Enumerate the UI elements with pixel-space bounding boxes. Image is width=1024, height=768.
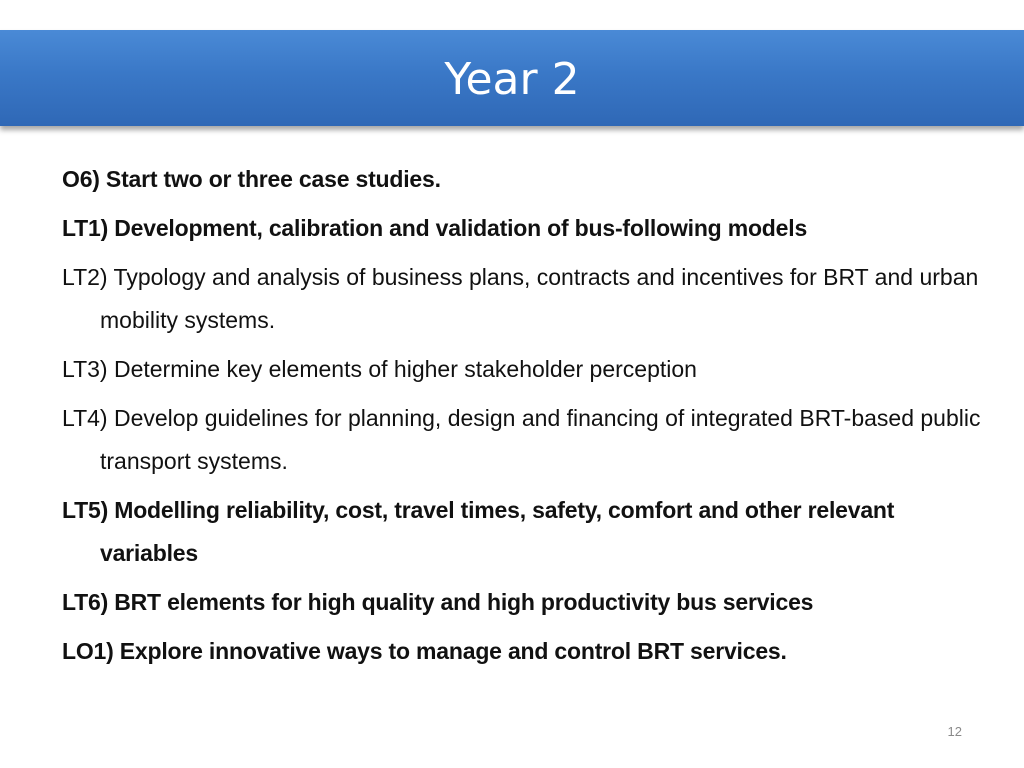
objective-item-lt2: LT2) Typology and analysis of business plans, contracts and incentives for BRT and urban mobility systems. (62, 264, 979, 333)
objective-item-lo1: LO1) Explore innovative ways to manage and control BRT services. (62, 638, 787, 664)
title-bar (0, 30, 1024, 126)
objective-item-lt5: LT5) Modelling reliability, cost, travel times, safety, comfort and other relevant variables (62, 497, 895, 566)
objective-item-lt1: LT1) Development, calibration and validation of bus-following models (62, 215, 808, 241)
objective-item-lt3: LT3) Determine key elements of higher stakeholder perception (62, 356, 697, 382)
objective-item-lt4: LT4) Develop guidelines for planning, design and financing of integrated BRT-based public transport systems. (62, 405, 981, 474)
objectives-list (62, 158, 982, 679)
page-number: 12 (947, 724, 962, 739)
objective-item-o6: O6) Start two or three case studies. (62, 166, 441, 192)
slide-title: Year 2 (444, 53, 580, 105)
objective-item-lt6: LT6) BRT elements for high quality and high productivity bus services (62, 589, 814, 615)
